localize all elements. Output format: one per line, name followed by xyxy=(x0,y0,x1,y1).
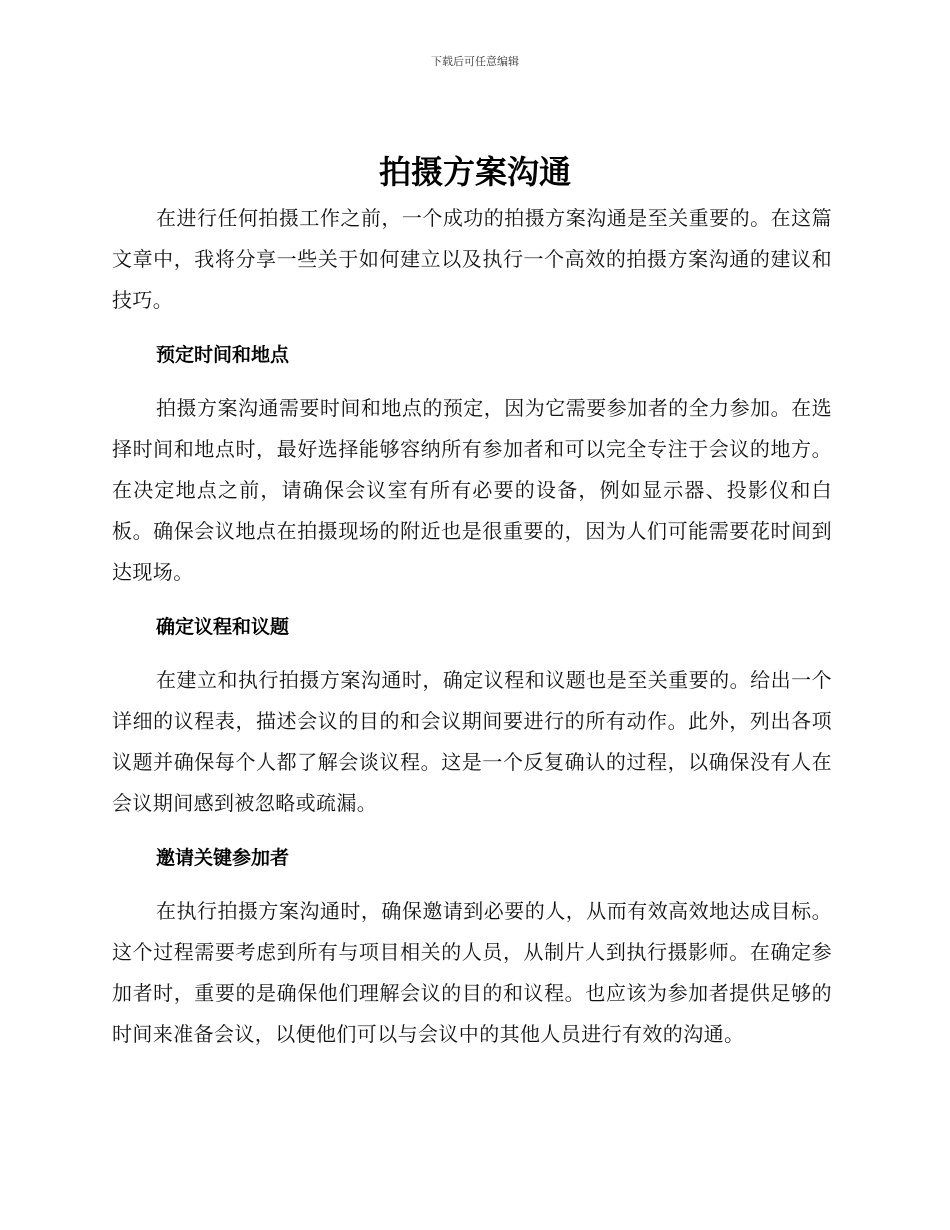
section-body-agenda: 在建立和执行拍摄方案沟通时，确定议程和议题也是至关重要的。给出一个详细的议程表，描述会议的目的和会议期间要进行的所有动作。此外，列出各项议题并确保每个人都了解会谈议程。这是一个反复确认的过程，以确保没有人在会议期间感到被忽略或疏漏。 xyxy=(112,668,832,815)
intro-paragraph: 在进行任何拍摄工作之前，一个成功的拍摄方案沟通是至关重要的。在这篇文章中，我将分享一些关于如何建立以及执行一个高效的拍摄方案沟通的建议和技巧。 xyxy=(112,206,832,312)
document-body xyxy=(112,198,832,1055)
section-heading-schedule: 预定时间和地点 xyxy=(156,344,290,366)
section-body-schedule: 拍摄方案沟通需要时间和地点的预定，因为它需要参加者的全力参加。在选择时间和地点时，最好选择能够容纳所有参加者和可以完全专注于会议的地方。在决定地点之前，请确保会议室有所有必要的设备，例如显示器、投影仪和白板。确保会议地点在拍摄现场的附近也是很重要的，因为人们可能需要花时间到达现场。 xyxy=(112,396,832,584)
section-heading-agenda: 确定议程和议题 xyxy=(156,616,290,638)
section-body-participants: 在执行拍摄方案沟通时，确保邀请到必要的人，从而有效高效地达成目标。这个过程需要考虑到所有与项目相关的人员，从制片人到执行摄影师。在确定参加者时，重要的是确保他们理解会议的目的和议程。也应该为参加者提供足够的时间来准备会议，以便他们可以与会议中的其他人员进行有效的沟通。 xyxy=(112,899,832,1046)
section-heading-participants: 邀请关键参加者 xyxy=(156,847,290,869)
header-note: 下载后可任意编辑 xyxy=(431,55,519,68)
document-title: 拍摄方案沟通 xyxy=(378,153,571,191)
